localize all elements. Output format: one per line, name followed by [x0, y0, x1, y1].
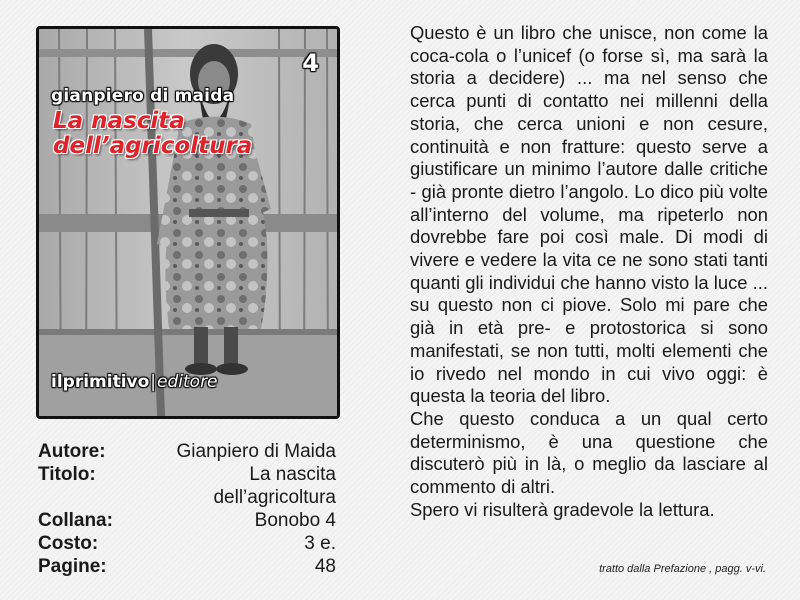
detail-row-series: [38, 509, 336, 532]
detail-value: 48: [314, 556, 336, 577]
detail-label: Titolo:: [38, 464, 96, 485]
detail-label: Autore:: [38, 441, 106, 462]
preface-text: [410, 22, 768, 521]
detail-label: Collana:: [38, 510, 113, 531]
detail-row-author: [38, 440, 336, 463]
cover-title-line2: dell’agricoltura: [53, 133, 253, 159]
detail-value: Bonobo 4: [254, 510, 336, 531]
cover-title-line1: La nascita: [53, 108, 185, 134]
detail-value: 3 e.: [304, 533, 336, 554]
series-number: 4: [302, 49, 319, 77]
cover-author: gianpiero di maida: [51, 86, 235, 106]
detail-row-price: [38, 532, 336, 555]
detail-value: La nascita dell’agricoltura: [213, 464, 336, 508]
preface-paragraph: Questo è un libro che unisce, non come la coca-cola o l’unicef (o forse sì, ma sarà la storia a decidere) ... ma nel senso che cerca punti di contatto nei millenni della storia, che cerca unioni e non cesure, continuità e non fratture: questo serve a giustificare un minimo l’autore dalle critiche - già pronte dietro l’angolo. Lo dico più volte all’interno del volume, ma ripeterlo non dovrebbe fare poi così male. Di modi di vivere e vedere la vita ce ne sono stati tanti quanti gli individui che hanno visto la luce ... su questo non ci piove. Solo mi pare che già in età pre- e protostorica si sono manifestati, se non tutti, molti elementi che io rivedo nel mondo in cui vivo oggi: è questa la teoria del libro.: [410, 22, 768, 407]
detail-row-title: [38, 463, 336, 509]
publisher-name: ilprimitivo: [51, 372, 150, 392]
cover-title: [53, 109, 293, 159]
publisher-separator: |: [150, 372, 157, 392]
detail-label: Pagine:: [38, 556, 107, 577]
publisher-logo: [51, 372, 218, 392]
detail-label: Costo:: [38, 533, 99, 554]
preface-source-note: tratto dalla Prefazione , pagg. v-vi.: [599, 563, 766, 575]
book-details: [38, 440, 336, 578]
book-cover: [36, 26, 340, 419]
preface-paragraph: Spero vi risulterà gradevole la lettura.: [410, 498, 715, 520]
publisher-suffix: editore: [157, 372, 218, 392]
detail-value: Gianpiero di Maida: [176, 441, 336, 462]
detail-row-pages: [38, 555, 336, 578]
preface-paragraph: Che questo conduca a un qual certo determinismo, è una questione che discuterò più in là, o meglio da lasciare al commento di altri.: [410, 407, 768, 498]
